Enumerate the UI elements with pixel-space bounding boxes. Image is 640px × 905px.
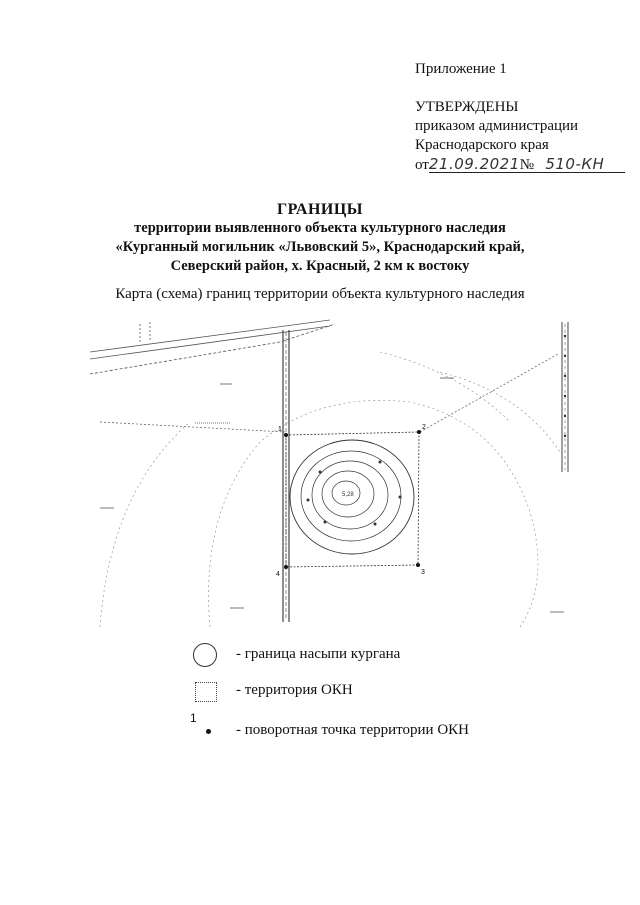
- approval-line-2: Краснодарского края: [415, 137, 549, 153]
- background-contours: [100, 352, 560, 627]
- legend-point-number: 1: [190, 711, 197, 725]
- approved-label: УТВЕРЖДЕНЫ: [415, 99, 519, 115]
- okn-territory-boundary: [286, 432, 419, 567]
- legend-territory-text: - территория ОКН: [236, 682, 353, 698]
- legend-point-text: - поворотная точка территории ОКН: [236, 722, 469, 738]
- corner-point-2-label: 2: [422, 424, 426, 431]
- title-main: ГРАНИЦЫ: [276, 201, 363, 218]
- road-top-left: [90, 320, 335, 374]
- legend-point-symbol: [190, 711, 220, 745]
- corner-point-2: [417, 430, 421, 434]
- corner-point-3-label: 3: [421, 569, 425, 576]
- appendix-label: Приложение 1: [415, 61, 507, 77]
- map-caption: Карта (схема) границ территории объекта культурного наследия: [115, 286, 525, 302]
- approval-line-1: приказом администрации: [415, 118, 579, 134]
- legend-territory-symbol: [190, 679, 220, 705]
- number-handwritten: 510-КН: [545, 155, 605, 173]
- date-handwritten: 21.09.2021: [428, 155, 520, 173]
- date-prefix: от: [415, 157, 429, 173]
- title-line-1: территории выявленного объекта культурного наследия: [134, 220, 506, 236]
- approval-block: [415, 60, 625, 175]
- boundary-points: [276, 424, 426, 578]
- title-line-3: Северский район, х. Красный, 2 км к востоку: [170, 258, 470, 274]
- circle-icon: [193, 643, 217, 667]
- legend-mound-text: - граница насыпи кургана: [236, 646, 401, 662]
- document-title: [0, 200, 640, 276]
- corner-point-1-label: 1: [278, 426, 282, 433]
- corner-point-3: [416, 563, 420, 567]
- contour-marks: [307, 461, 402, 526]
- road-vertical: [283, 330, 289, 622]
- corner-point-4-label: 4: [276, 571, 280, 578]
- legend-mound-symbol: [190, 643, 220, 669]
- corner-point-4: [284, 565, 288, 569]
- date-underline: [429, 172, 625, 173]
- corner-point-1: [284, 433, 288, 437]
- dot-icon: [206, 729, 211, 734]
- boundary-map: [80, 312, 600, 632]
- number-sign: №: [519, 157, 535, 173]
- elevation-label: 5,28: [342, 492, 354, 498]
- approval-date-line: [415, 155, 625, 175]
- title-line-2: «Курганный могильник «Львовский 5», Краснодарский край,: [115, 239, 525, 255]
- square-icon: [195, 682, 217, 702]
- survey-lines: [100, 354, 558, 432]
